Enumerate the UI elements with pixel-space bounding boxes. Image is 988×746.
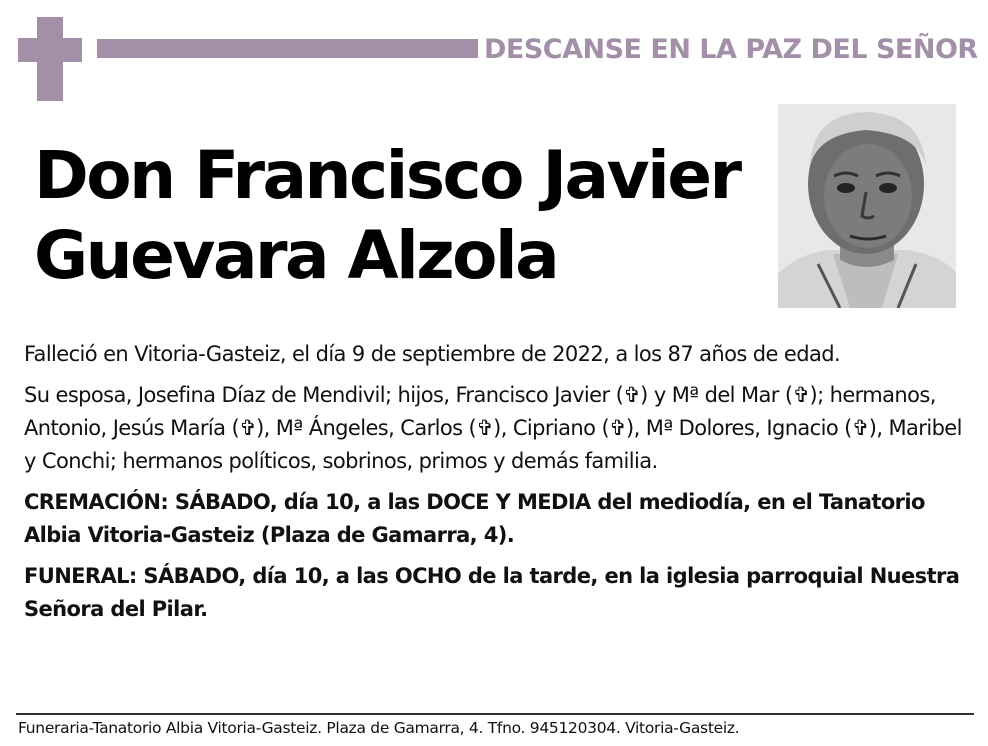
- deceased-name-line2: Guevara Alzola: [34, 217, 558, 294]
- footer-divider: [16, 713, 974, 715]
- funeral-notice: FUNERAL: SÁBADO, día 10, a las OCHO de la tarde, en la iglesia parroquial Nuestra Señora del Pilar.: [24, 564, 960, 621]
- deceased-name-line1: Don Francisco Javier: [34, 137, 740, 214]
- portrait-photo: [778, 104, 956, 308]
- family-list: Su esposa, Josefina Díaz de Mendivil; hijos, Francisco Javier (✞) y Mª del Mar (✞); hermanos, Antonio, Jesús María (✞), Mª Ángeles, Carlos (✞), Cipriano (✞), Mª Dolores, Ignacio (✞), Maribel y Conchi; hermanos políticos, sobrinos, primos y demás familia.: [24, 383, 962, 473]
- death-notice: Falleció en Vitoria-Gasteiz, el día 9 de septiembre de 2022, a los 87 años de edad.: [24, 342, 841, 366]
- cremation-notice: CREMACIÓN: SÁBADO, día 10, a las DOCE Y MEDIA del mediodía, en el Tanatorio Albia Vitoria-Gasteiz (Plaza de Gamarra, 4).: [24, 490, 925, 547]
- obituary-body: [24, 338, 974, 634]
- deceased-name: [34, 136, 774, 296]
- header-divider: [97, 39, 478, 58]
- header-title: DESCANSE EN LA PAZ DEL SEÑOR: [484, 34, 978, 65]
- cross-icon-bar: [18, 38, 82, 62]
- funeral-home-footer: Funeraria-Tanatorio Albia Vitoria-Gasteiz. Plaza de Gamarra, 4. Tfno. 945120304. Vitoria-Gasteiz.: [18, 719, 740, 737]
